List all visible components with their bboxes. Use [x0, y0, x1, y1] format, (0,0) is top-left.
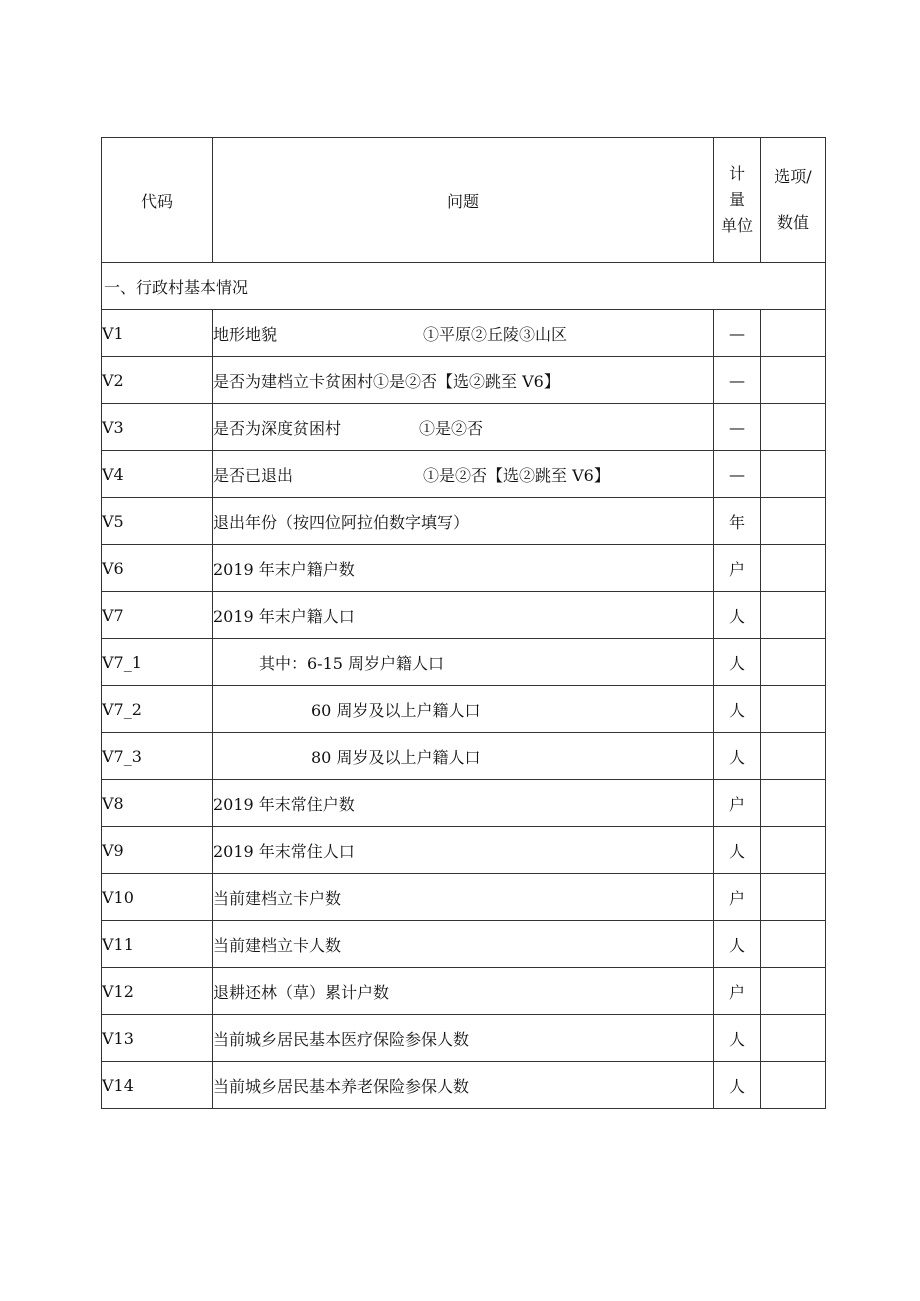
- question-text: 是否为深度贫困村: [213, 418, 342, 438]
- row-unit: 人: [714, 827, 761, 874]
- row-question: [213, 404, 714, 451]
- table-row: [102, 545, 826, 592]
- table-row: [102, 310, 826, 357]
- row-code: V7_2: [102, 686, 213, 733]
- row-option-input[interactable]: [761, 498, 826, 545]
- row-question: 当前建档立卡人数: [213, 921, 714, 968]
- row-code: V3: [102, 404, 213, 451]
- header-code: 代码: [102, 138, 213, 263]
- row-option-input[interactable]: [761, 404, 826, 451]
- row-code: V9: [102, 827, 213, 874]
- row-code: V5: [102, 498, 213, 545]
- table-row: [102, 451, 826, 498]
- row-option-input[interactable]: [761, 686, 826, 733]
- row-question: 2019 年末户籍户数: [213, 545, 714, 592]
- row-code: V8: [102, 780, 213, 827]
- table-row: [102, 592, 826, 639]
- header-row: [102, 138, 826, 263]
- header-option-line: 数值: [776, 213, 809, 232]
- header-unit: [714, 138, 761, 263]
- row-option-input[interactable]: [761, 357, 826, 404]
- row-option-input[interactable]: [761, 1062, 826, 1109]
- table-row: [102, 827, 826, 874]
- table-row: [102, 404, 826, 451]
- table-row: [102, 686, 826, 733]
- row-option-input[interactable]: [761, 733, 826, 780]
- table-row: [102, 780, 826, 827]
- row-option-input[interactable]: [761, 451, 826, 498]
- header-unit-line: 单位: [720, 216, 753, 235]
- row-option-input[interactable]: [761, 827, 826, 874]
- header-unit-line: 量: [728, 190, 745, 209]
- row-unit: 户: [714, 874, 761, 921]
- row-question: [213, 451, 714, 498]
- row-question: 当前建档立卡户数: [213, 874, 714, 921]
- header-option-line: 选项/: [774, 167, 812, 186]
- header-question: 问题: [213, 138, 714, 263]
- row-option-input[interactable]: [761, 310, 826, 357]
- row-question: 2019 年末常住人口: [213, 827, 714, 874]
- row-question: 2019 年末常住户数: [213, 780, 714, 827]
- row-unit: —: [714, 404, 761, 451]
- question-options: ①是②否: [419, 418, 484, 438]
- row-code: V7: [102, 592, 213, 639]
- table-row: [102, 1062, 826, 1109]
- row-question: 退耕还林（草）累计户数: [213, 968, 714, 1015]
- row-code: V4: [102, 451, 213, 498]
- row-option-input[interactable]: [761, 1015, 826, 1062]
- row-unit: 户: [714, 968, 761, 1015]
- table-row: [102, 498, 826, 545]
- table-row: [102, 921, 826, 968]
- row-unit: 人: [714, 1015, 761, 1062]
- question-options: ①是②否【选②跳至 V6】: [423, 465, 610, 485]
- row-unit: 年: [714, 498, 761, 545]
- row-option-input[interactable]: [761, 545, 826, 592]
- row-code: V2: [102, 357, 213, 404]
- row-code: V1: [102, 310, 213, 357]
- row-unit: —: [714, 451, 761, 498]
- section-title: 一、行政村基本情况: [102, 263, 826, 310]
- row-unit: 人: [714, 639, 761, 686]
- question-options: ①平原②丘陵③山区: [423, 324, 568, 344]
- row-question: 当前城乡居民基本养老保险参保人数: [213, 1062, 714, 1109]
- row-question: 是否为建档立卡贫困村①是②否【选②跳至 V6】: [213, 357, 714, 404]
- header-option: [761, 138, 826, 263]
- row-question: [213, 310, 714, 357]
- row-code: V10: [102, 874, 213, 921]
- row-option-input[interactable]: [761, 874, 826, 921]
- row-question: 当前城乡居民基本医疗保险参保人数: [213, 1015, 714, 1062]
- question-text: 是否已退出: [213, 465, 294, 485]
- row-unit: 人: [714, 592, 761, 639]
- row-question: 2019 年末户籍人口: [213, 592, 714, 639]
- row-code: V13: [102, 1015, 213, 1062]
- question-text: 地形地貌: [213, 324, 278, 344]
- row-unit: 人: [714, 686, 761, 733]
- row-code: V12: [102, 968, 213, 1015]
- row-code: V7_3: [102, 733, 213, 780]
- row-option-input[interactable]: [761, 921, 826, 968]
- row-unit: 人: [714, 733, 761, 780]
- table-row: [102, 639, 826, 686]
- header-unit-line: 计: [728, 164, 745, 183]
- row-unit: —: [714, 357, 761, 404]
- row-question: 其中：6-15 周岁户籍人口: [213, 639, 714, 686]
- row-code: V6: [102, 545, 213, 592]
- table-row: [102, 357, 826, 404]
- table-row: [102, 968, 826, 1015]
- row-unit: 户: [714, 545, 761, 592]
- section-row: [102, 263, 826, 310]
- row-code: V7_1: [102, 639, 213, 686]
- row-unit: —: [714, 310, 761, 357]
- row-unit: 人: [714, 1062, 761, 1109]
- row-option-input[interactable]: [761, 968, 826, 1015]
- row-option-input[interactable]: [761, 592, 826, 639]
- row-code: V11: [102, 921, 213, 968]
- survey-table: [101, 137, 826, 1109]
- row-code: V14: [102, 1062, 213, 1109]
- row-question: 80 周岁及以上户籍人口: [213, 733, 714, 780]
- row-option-input[interactable]: [761, 780, 826, 827]
- row-option-input[interactable]: [761, 639, 826, 686]
- row-question: 退出年份（按四位阿拉伯数字填写）: [213, 498, 714, 545]
- row-unit: 人: [714, 921, 761, 968]
- table-row: [102, 874, 826, 921]
- table-row: [102, 733, 826, 780]
- row-question: 60 周岁及以上户籍人口: [213, 686, 714, 733]
- table-row: [102, 1015, 826, 1062]
- row-unit: 户: [714, 780, 761, 827]
